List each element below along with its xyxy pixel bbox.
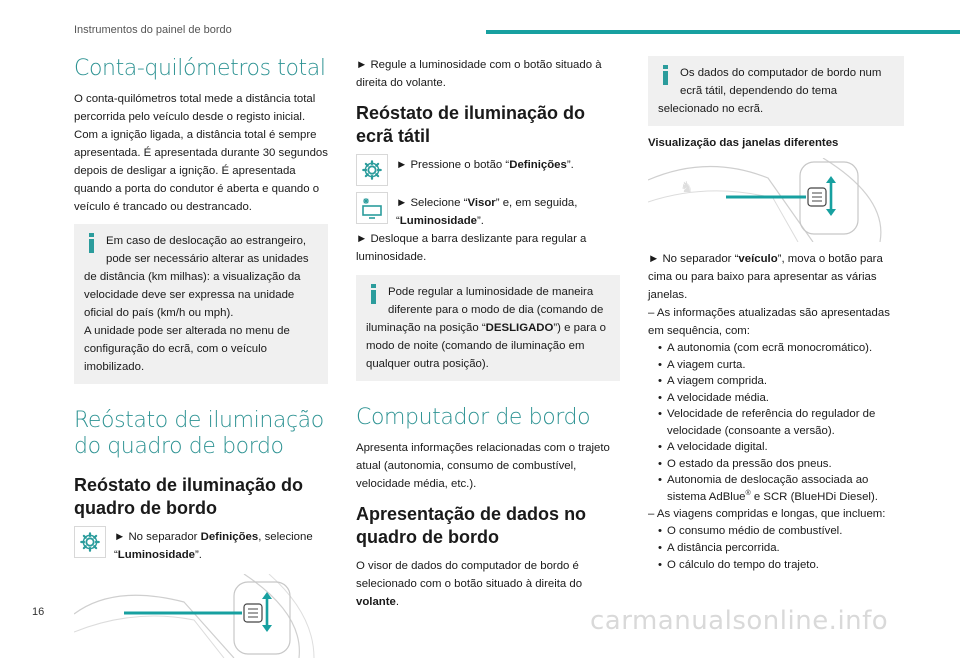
dash-item-2: – As viagens compridas e longas, que incluem: <box>648 508 886 521</box>
list-item: • Velocidade de referência do regulador de velocidade (consoante a versão). <box>658 406 904 439</box>
info-icon <box>366 283 382 305</box>
touchscreen-dimmer-title: Reóstato de iluminação do ecrã tátil <box>356 103 586 147</box>
touch-step-1-text: ► Pressione o botão “Definições”. <box>396 159 574 172</box>
screen-brightness-icon <box>356 192 388 224</box>
long-trips-list <box>648 523 904 573</box>
regulate-step: ► Regule a luminosidade com o botão situado à direita do volante. <box>356 59 602 90</box>
list-item: • O cálculo do tempo do trajeto. <box>658 557 904 574</box>
gear-icon <box>74 526 106 558</box>
info-icon <box>658 64 674 86</box>
list-item: • A distância percorrida. <box>658 540 904 557</box>
data-display-paragraph: O visor de dados do computador de bordo é selecionado com o botão situado à direita do volante. <box>356 560 583 609</box>
touch-step-1-row <box>356 154 620 186</box>
settings-step-text: ► No separador Definições, selecione “Luminosidade”. <box>114 531 313 562</box>
info-units-text-1: Em caso de deslocação ao estrangeiro, pode ser necessário alterar as unidades de distância (km milhas): a visualização da velocidade deve ser expressa na unidade oficial do país (km/h ou mph). <box>84 235 309 320</box>
touch-step-2-text: ► Selecione “Visor” e, em seguida, “Luminosidade”. <box>396 197 578 228</box>
steering-wheel-illustration-2 <box>648 158 904 242</box>
vehicle-tab-step: ► No separador “veículo”, mova o botão para cima ou para baixo para apresentar as várias janelas. <box>648 253 883 302</box>
info-box-units <box>74 224 328 384</box>
info-icon <box>84 232 100 254</box>
trip-computer-title: Computador de bordo <box>356 405 591 431</box>
svg-text:♞: ♞ <box>680 178 694 197</box>
list-item: • A viagem comprida. <box>658 373 904 390</box>
page-number: 16 <box>32 606 45 618</box>
header-accent-bar <box>486 30 960 34</box>
dash-item-1: – As informações atualizadas são apresentadas em sequência, com: <box>648 307 890 338</box>
page-header-title: Instrumentos do painel de bordo <box>74 24 232 36</box>
touch-step-3: ► Desloque a barra deslizante para regular a luminosidade. <box>356 233 587 264</box>
watermark: carmanualsonline.info <box>590 606 889 636</box>
steering-wheel-illustration-1 <box>74 574 328 658</box>
dashboard-dimmer-subtitle: Reóstato de iluminação do quadro de bordo <box>74 475 304 519</box>
info-sequence-list <box>648 340 904 505</box>
column-right <box>648 56 904 573</box>
odometer-paragraph-1: O conta-quilómetros total mede a distância total percorrida pelo veículo desde o registo inicial. <box>74 92 316 123</box>
data-display-title: Apresentação de dados no quadro de bordo <box>356 504 587 548</box>
list-item: • O consumo médio de combustível. <box>658 523 904 540</box>
gear-icon <box>356 154 388 186</box>
list-item: • A autonomia (com ecrã monocromático). <box>658 340 904 357</box>
windows-heading: Visualização das janelas diferentes <box>648 137 839 150</box>
list-item: • O estado da pressão dos pneus. <box>658 456 904 473</box>
list-item: • A velocidade digital. <box>658 439 904 456</box>
touch-step-2-row <box>356 192 620 230</box>
info-box-touchscreen: Os dados do computador de bordo num ecrã tátil, dependendo do tema selecionado no ecrã. <box>648 56 904 126</box>
info-box-day-night: Pode regular a luminosidade de maneira diferente para o modo de dia (comando de iluminação na posição “DESLIGADO”) e para o modo de noite (comando de iluminação em qualquer outra posição). <box>356 275 620 381</box>
list-item: • A velocidade média. <box>658 390 904 407</box>
settings-step-row <box>74 526 328 564</box>
odometer-title: Conta-quilómetros total <box>74 56 326 81</box>
trip-computer-paragraph: Apresenta informações relacionadas com o trajeto atual (autonomia, consumo de combustível, velocidade média, etc.). <box>356 442 610 491</box>
column-left <box>74 56 328 658</box>
odometer-paragraph-2: Com a ignição ligada, a distância total é sempre apresentada. É apresentada durante 30 segundos depois de desligar a ignição. É apresentada quando a porta do condutor é aberta e quando o veículo é trancado ou destrancado. <box>74 128 328 214</box>
dashboard-dimmer-title: Reóstato de iluminação do quadro de bordo <box>74 408 324 460</box>
list-item: • Autonomia de deslocação associada ao sistema AdBlue® e SCR (BlueHDi Diesel). <box>658 472 904 505</box>
info-units-text-2: A unidade pode ser alterada no menu de configuração do ecrã, com o veículo imobilizado. <box>84 325 290 374</box>
list-item: • A viagem curta. <box>658 357 904 374</box>
column-middle <box>356 56 620 611</box>
